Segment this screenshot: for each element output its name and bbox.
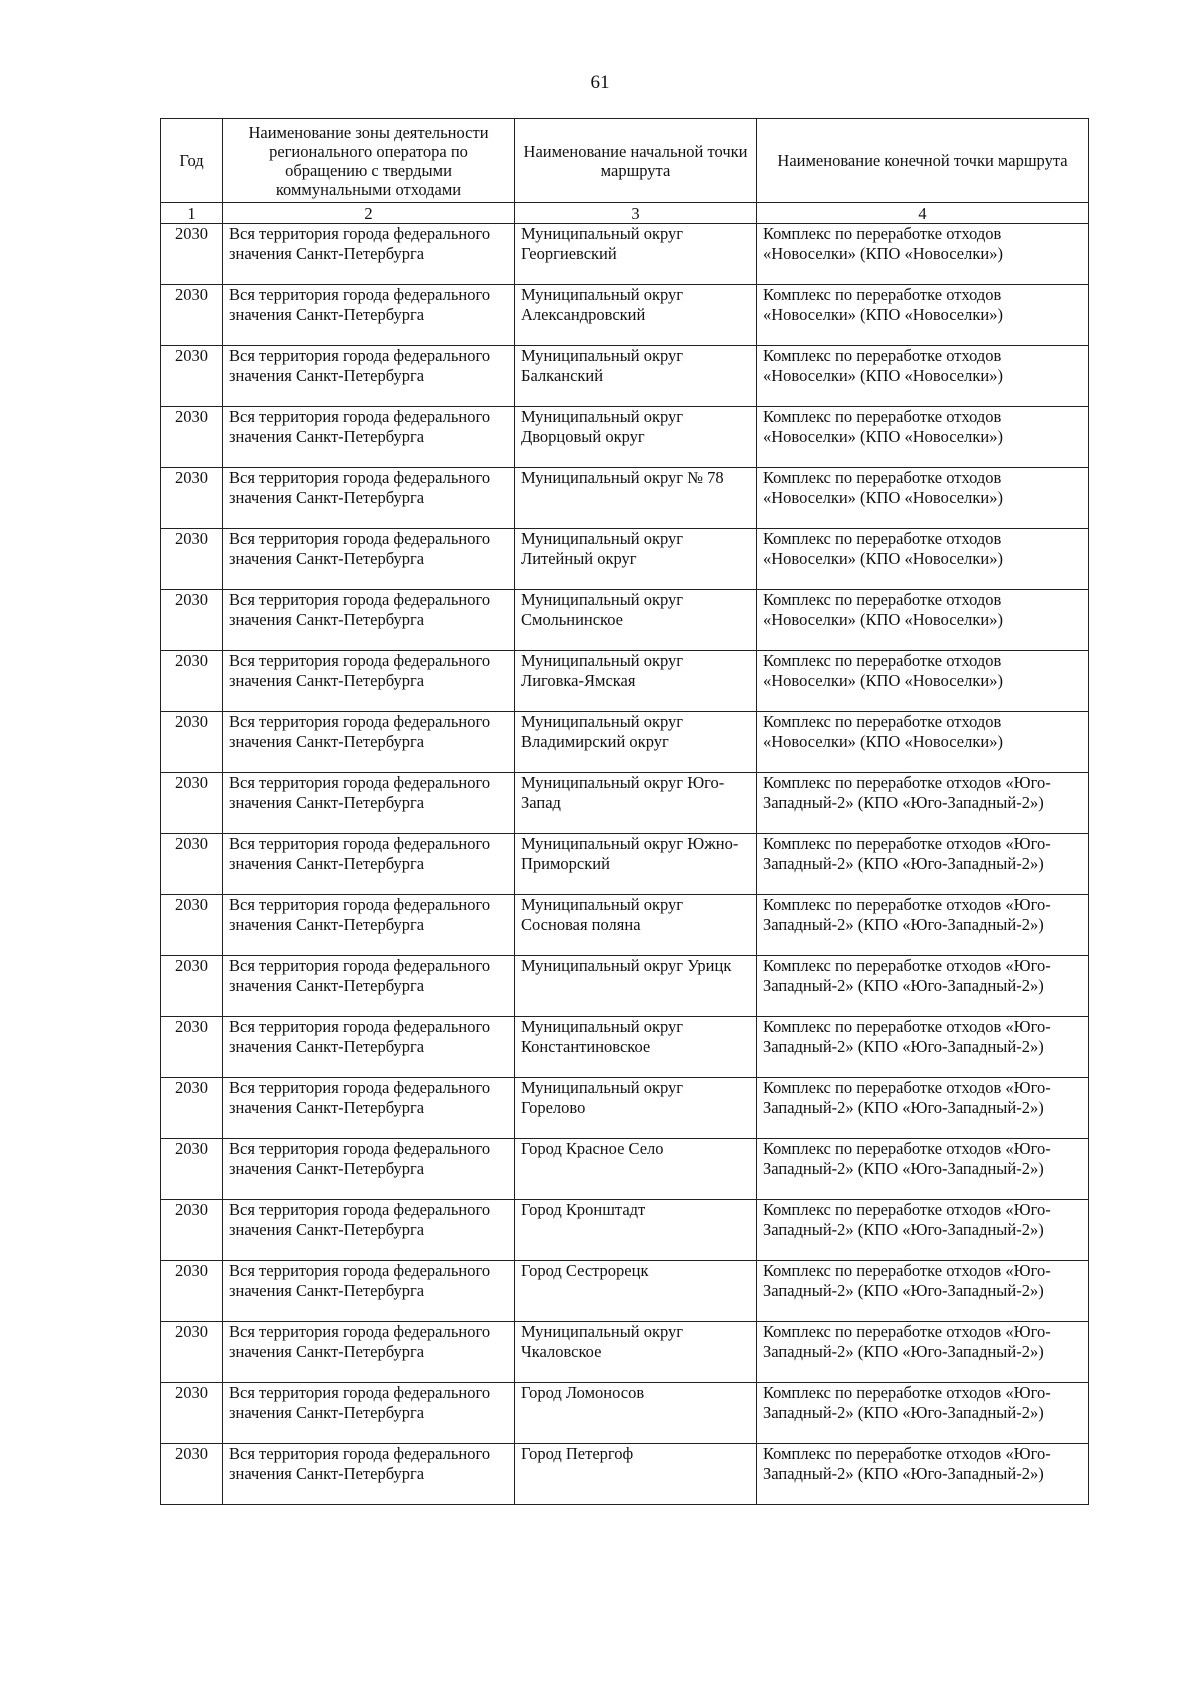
table-row — [161, 712, 1089, 773]
cell-year: 2030 — [161, 468, 223, 529]
page-number: 61 — [590, 72, 610, 93]
cell-zone: Вся территория города федерального значения Санкт-Петербурга — [223, 468, 515, 529]
table-row — [161, 1139, 1089, 1200]
cell-start-point: Город Ломоносов — [515, 1383, 757, 1444]
cell-year: 2030 — [161, 956, 223, 1017]
cell-year: 2030 — [161, 1200, 223, 1261]
cell-start-point: Муниципальный округ Смольнинское — [515, 590, 757, 651]
cell-end-point: Комплекс по переработке отходов «Юго-Западный-2» (КПО «Юго-Западный-2») — [757, 773, 1089, 834]
cell-end-point: Комплекс по переработке отходов «Новоселки» (КПО «Новоселки») — [757, 285, 1089, 346]
cell-zone: Вся территория города федерального значения Санкт-Петербурга — [223, 1017, 515, 1078]
cell-zone: Вся территория города федерального значения Санкт-Петербурга — [223, 895, 515, 956]
cell-year: 2030 — [161, 529, 223, 590]
cell-zone: Вся территория города федерального значения Санкт-Петербурга — [223, 956, 515, 1017]
cell-year: 2030 — [161, 1139, 223, 1200]
cell-start-point: Муниципальный округ Горелово — [515, 1078, 757, 1139]
cell-year: 2030 — [161, 651, 223, 712]
table-row — [161, 1078, 1089, 1139]
table-row — [161, 956, 1089, 1017]
column-number: 1 — [161, 203, 223, 224]
cell-start-point: Город Красное Село — [515, 1139, 757, 1200]
cell-start-point: Муниципальный округ Дворцовый округ — [515, 407, 757, 468]
cell-year: 2030 — [161, 224, 223, 285]
cell-end-point: Комплекс по переработке отходов «Юго-Западный-2» (КПО «Юго-Западный-2») — [757, 1444, 1089, 1505]
cell-year: 2030 — [161, 407, 223, 468]
cell-end-point: Комплекс по переработке отходов «Юго-Западный-2» (КПО «Юго-Западный-2») — [757, 1322, 1089, 1383]
cell-end-point: Комплекс по переработке отходов «Юго-Западный-2» (КПО «Юго-Западный-2») — [757, 1017, 1089, 1078]
table-row — [161, 1322, 1089, 1383]
cell-start-point: Муниципальный округ Константиновское — [515, 1017, 757, 1078]
cell-start-point: Город Петергоф — [515, 1444, 757, 1505]
table-row — [161, 895, 1089, 956]
cell-start-point: Муниципальный округ Чкаловское — [515, 1322, 757, 1383]
cell-start-point: Муниципальный округ Урицк — [515, 956, 757, 1017]
cell-end-point: Комплекс по переработке отходов «Юго-Западный-2» (КПО «Юго-Западный-2») — [757, 1200, 1089, 1261]
cell-year: 2030 — [161, 712, 223, 773]
column-number: 2 — [223, 203, 515, 224]
column-number: 4 — [757, 203, 1089, 224]
table-row — [161, 468, 1089, 529]
cell-end-point: Комплекс по переработке отходов «Новоселки» (КПО «Новоселки») — [757, 407, 1089, 468]
table-row — [161, 834, 1089, 895]
cell-start-point: Город Кронштадт — [515, 1200, 757, 1261]
table-row — [161, 285, 1089, 346]
cell-end-point: Комплекс по переработке отходов «Юго-Западный-2» (КПО «Юго-Западный-2») — [757, 1139, 1089, 1200]
routes-table — [160, 118, 1089, 1505]
cell-year: 2030 — [161, 346, 223, 407]
cell-end-point: Комплекс по переработке отходов «Юго-Западный-2» (КПО «Юго-Западный-2») — [757, 834, 1089, 895]
cell-zone: Вся территория города федерального значения Санкт-Петербурга — [223, 1322, 515, 1383]
cell-zone: Вся территория города федерального значения Санкт-Петербурга — [223, 834, 515, 895]
cell-end-point: Комплекс по переработке отходов «Новоселки» (КПО «Новоселки») — [757, 712, 1089, 773]
table-row — [161, 1200, 1089, 1261]
cell-end-point: Комплекс по переработке отходов «Новоселки» (КПО «Новоселки») — [757, 468, 1089, 529]
cell-start-point: Муниципальный округ Владимирский округ — [515, 712, 757, 773]
cell-year: 2030 — [161, 1444, 223, 1505]
cell-end-point: Комплекс по переработке отходов «Юго-Западный-2» (КПО «Юго-Западный-2») — [757, 895, 1089, 956]
table-row — [161, 346, 1089, 407]
cell-end-point: Комплекс по переработке отходов «Юго-Западный-2» (КПО «Юго-Западный-2») — [757, 1383, 1089, 1444]
cell-year: 2030 — [161, 285, 223, 346]
cell-start-point: Муниципальный округ № 78 — [515, 468, 757, 529]
cell-end-point: Комплекс по переработке отходов «Юго-Западный-2» (КПО «Юго-Западный-2») — [757, 1078, 1089, 1139]
cell-end-point: Комплекс по переработке отходов «Юго-Западный-2» (КПО «Юго-Западный-2») — [757, 1261, 1089, 1322]
table-row — [161, 773, 1089, 834]
cell-end-point: Комплекс по переработке отходов «Новоселки» (КПО «Новоселки») — [757, 651, 1089, 712]
cell-end-point: Комплекс по переработке отходов «Новоселки» (КПО «Новоселки») — [757, 529, 1089, 590]
cell-start-point: Муниципальный округ Южно-Приморский — [515, 834, 757, 895]
cell-start-point: Город Сестрорецк — [515, 1261, 757, 1322]
cell-zone: Вся территория города федерального значения Санкт-Петербурга — [223, 285, 515, 346]
table-row — [161, 407, 1089, 468]
cell-start-point: Муниципальный округ Лиговка-Ямская — [515, 651, 757, 712]
cell-zone: Вся территория города федерального значения Санкт-Петербурга — [223, 407, 515, 468]
table-row — [161, 1444, 1089, 1505]
cell-end-point: Комплекс по переработке отходов «Новоселки» (КПО «Новоселки») — [757, 346, 1089, 407]
cell-zone: Вся территория города федерального значения Санкт-Петербурга — [223, 712, 515, 773]
cell-year: 2030 — [161, 1322, 223, 1383]
cell-year: 2030 — [161, 895, 223, 956]
cell-start-point: Муниципальный округ Георгиевский — [515, 224, 757, 285]
cell-zone: Вся территория города федерального значения Санкт-Петербурга — [223, 1261, 515, 1322]
cell-zone: Вся территория города федерального значения Санкт-Петербурга — [223, 590, 515, 651]
cell-zone: Вся территория города федерального значения Санкт-Петербурга — [223, 529, 515, 590]
table-row — [161, 1017, 1089, 1078]
cell-zone: Вся территория города федерального значения Санкт-Петербурга — [223, 1139, 515, 1200]
cell-zone: Вся территория города федерального значения Санкт-Петербурга — [223, 1200, 515, 1261]
cell-end-point: Комплекс по переработке отходов «Новоселки» (КПО «Новоселки») — [757, 224, 1089, 285]
cell-year: 2030 — [161, 834, 223, 895]
header-year: Год — [161, 119, 223, 203]
header-end-point: Наименование конечной точки маршрута — [757, 119, 1089, 203]
table-row — [161, 529, 1089, 590]
cell-start-point: Муниципальный округ Балканский — [515, 346, 757, 407]
cell-year: 2030 — [161, 1261, 223, 1322]
cell-year: 2030 — [161, 590, 223, 651]
table-row — [161, 651, 1089, 712]
table-body — [161, 224, 1089, 1505]
cell-zone: Вся территория города федерального значения Санкт-Петербурга — [223, 773, 515, 834]
table-row — [161, 590, 1089, 651]
cell-start-point: Муниципальный округ Александровский — [515, 285, 757, 346]
column-number-row — [161, 203, 1089, 224]
cell-zone: Вся территория города федерального значения Санкт-Петербурга — [223, 1078, 515, 1139]
cell-zone: Вся территория города федерального значения Санкт-Петербурга — [223, 224, 515, 285]
table-row — [161, 224, 1089, 285]
cell-start-point: Муниципальный округ Сосновая поляна — [515, 895, 757, 956]
cell-end-point: Комплекс по переработке отходов «Новоселки» (КПО «Новоселки») — [757, 590, 1089, 651]
cell-start-point: Муниципальный округ Юго-Запад — [515, 773, 757, 834]
header-zone: Наименование зоны деятельности регионального оператора по обращению с твердыми коммунальными отходами — [223, 119, 515, 203]
cell-year: 2030 — [161, 1017, 223, 1078]
header-start-point: Наименование начальной точки маршрута — [515, 119, 757, 203]
cell-zone: Вся территория города федерального значения Санкт-Петербурга — [223, 651, 515, 712]
cell-end-point: Комплекс по переработке отходов «Юго-Западный-2» (КПО «Юго-Западный-2») — [757, 956, 1089, 1017]
table-row — [161, 1261, 1089, 1322]
column-number: 3 — [515, 203, 757, 224]
header-row — [161, 119, 1089, 203]
cell-year: 2030 — [161, 773, 223, 834]
table-row — [161, 1383, 1089, 1444]
cell-year: 2030 — [161, 1383, 223, 1444]
cell-start-point: Муниципальный округ Литейный округ — [515, 529, 757, 590]
cell-year: 2030 — [161, 1078, 223, 1139]
cell-zone: Вся территория города федерального значения Санкт-Петербурга — [223, 346, 515, 407]
cell-zone: Вся территория города федерального значения Санкт-Петербурга — [223, 1383, 515, 1444]
cell-zone: Вся территория города федерального значения Санкт-Петербурга — [223, 1444, 515, 1505]
